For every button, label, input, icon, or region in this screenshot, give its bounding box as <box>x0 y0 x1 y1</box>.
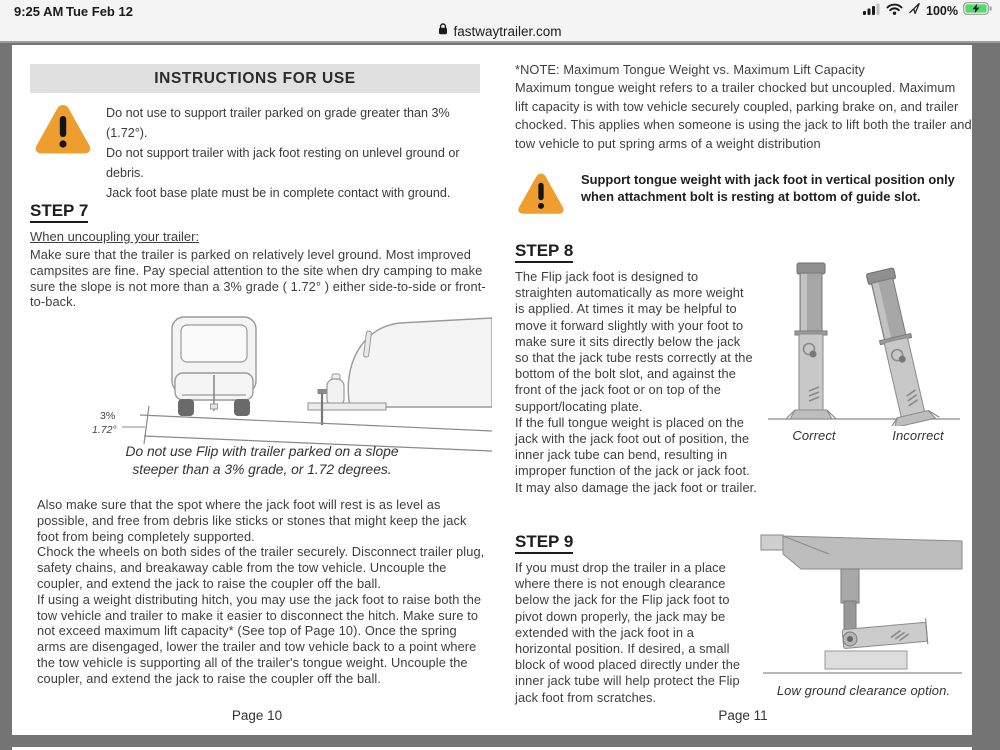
step7-subheading: When uncoupling your trailer: <box>30 229 200 244</box>
page-number-right: Page 11 <box>718 708 768 723</box>
slope-diagram <box>32 303 492 453</box>
note-title: *NOTE: Maximum Tongue Weight vs. Maximum Lift Capacity <box>515 62 865 77</box>
warning-block-tongue-weight <box>517 172 973 220</box>
caption-correct: Correct <box>792 428 836 443</box>
pdf-page-spread[interactable] <box>12 45 972 735</box>
jack-correct-incorrect-figure <box>764 251 972 463</box>
slope-grade-percent-label: 3% <box>100 410 116 422</box>
section-header: INSTRUCTIONS FOR USE <box>30 64 480 93</box>
caption-incorrect: Incorrect <box>892 428 944 443</box>
location-services-icon <box>908 2 921 20</box>
lock-icon <box>438 22 448 40</box>
note-block <box>515 61 972 153</box>
paragraph: If using a weight distributing hitch, you may use the jack foot to raise both the tow vehicle and trailer to make it easier to disconnect the hitch. Make sure to not exceed maximum lift capacity* (See top of Page 10). Once the spring arms are disengaged, lower the trailer and tow vehicle back to a point where the tow vehicle is supporting all of the trailer's tongue weight. Uncouple the coupler, and extend the jack to raise the coupler off the ball. <box>37 591 482 686</box>
step9-paragraph: If you must drop the trailer in a place where there is not enough clearance below the jack for the Flip jack foot to pivot down properly, the jack may be extended with the jack foot in a horizontal position. If desired, a small block of wood placed directly under the inner jack tube will help protect the Flip jack foot from scratches. <box>515 560 741 705</box>
trailer-front-drawing <box>308 318 492 425</box>
paragraph: Also make sure that the spot where the jack foot will rest is as level as possible, and free from debris like sticks or stones that might keep the jack foot from being completely supported. <box>37 497 467 544</box>
step8-paragraph: The Flip jack foot is designed to straighten automatically as more weight is applied. At times it may be helpful to move it forward slightly with your foot to make sure it sits directly below the jack so that the jack tube rests correctly at the bottom of the bolt slot, and against the front of the jack foot or on top of the support/locating plate. <box>515 269 753 414</box>
battery-percent: 100% <box>926 4 958 18</box>
low-clearance-diagram <box>755 533 972 681</box>
low-clearance-figure <box>755 533 972 703</box>
warning-line: Do not use to support trailer parked on grade greater than 3% (1.72°). <box>106 106 450 140</box>
jack-incorrect-drawing <box>855 265 939 426</box>
battery-charging-icon <box>963 2 992 20</box>
url-text: fastwaytrailer.com <box>453 23 562 39</box>
step8-paragraph: If the full tongue weight is placed on the jack with the jack foot out of position, the inner jack tube can bend, resulting in improper function of the jack or jack foot. It may also damage the jack foot or trailer. <box>515 414 757 495</box>
jack-positions-diagram <box>764 251 964 426</box>
note-body: Maximum tongue weight refers to a trailer chocked but uncoupled. Maximum lift capacity is with tow vehicle securely coupled, parking brake on, and trailer chocked. This applies when someone is using the jack to lift both the trailer and tow vehicle to put spring arms of a weight distribution <box>515 80 972 151</box>
step9-heading: STEP 9 <box>515 532 573 554</box>
caption-low-clearance: Low ground clearance option. <box>776 683 951 698</box>
clock-date: Tue Feb 12 <box>66 4 133 19</box>
tow-vehicle-rear-drawing <box>172 317 256 416</box>
url-bar[interactable] <box>0 21 1000 41</box>
warning-line: Jack foot base plate must be in complete contact with ground. <box>106 186 451 200</box>
warning-triangle-icon <box>34 103 92 160</box>
wifi-icon <box>886 2 903 20</box>
step7-continued-paragraphs <box>37 497 489 687</box>
warning-triangle-icon <box>517 172 565 220</box>
warning-text: Support tongue weight with jack foot in vertical position only when attachment bolt is resting at bottom of guide slot. <box>581 172 955 204</box>
slope-grade-degrees-label: 1.72° <box>92 424 117 436</box>
clock-time: 9:25 AM <box>14 4 64 19</box>
warning-line: Do not support trailer with jack foot resting on unlevel ground or debris. <box>106 146 460 180</box>
step7-paragraph: Make sure that the trailer is parked on relatively level ground. Most improved campsites are fine. Pay special attention to the site when dry camping to make sure the slope is not more than a 3% grade ( 1.72° ) either side-to-side or front-to-back. <box>30 247 486 310</box>
step9-section <box>515 560 972 706</box>
jack-correct-drawing <box>786 263 836 419</box>
warning-block-grade <box>34 103 494 203</box>
page-number-left: Page 10 <box>231 708 283 723</box>
paragraph: Chock the wheels on both sides of the trailer securely. Disconnect trailer plug, safety chains, and breakaway cable from the tow vehicle. Uncouple the coupler, and extend the jack to raise the coupler off the ball. <box>37 544 485 591</box>
step7-heading: STEP 7 <box>30 201 88 223</box>
status-icons <box>863 4 992 18</box>
status-bar <box>0 0 1000 43</box>
step8-heading: STEP 8 <box>515 241 573 263</box>
step8-section <box>515 269 972 496</box>
cellular-signal-icon <box>863 2 881 20</box>
slope-diagram-caption: Do not use Flip with trailer parked on a slope steeper than a 3% grade, or 1.72 degrees. <box>125 444 399 477</box>
